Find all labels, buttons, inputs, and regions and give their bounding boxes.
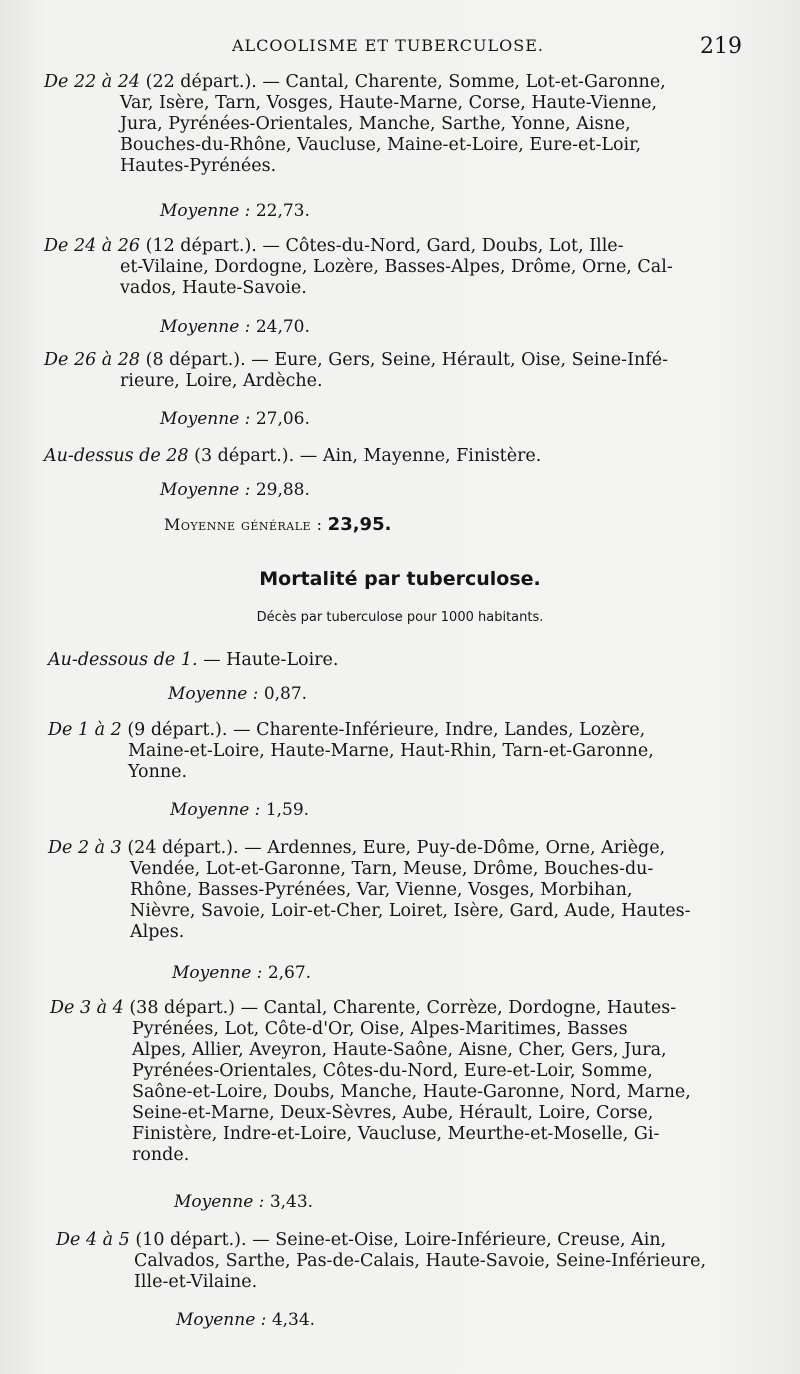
section-subtitle: Décès par tuberculose pour 1000 habitants. bbox=[256, 610, 544, 625]
tb-group-4-5: De 4 à 5 (10 départ.). — Seine-et-Oise, Loire-Inférieure, Creuse, Ain, Calvados, Sarthe, Pas-de-Calais, Haute-Savoie, Seine-Inférieure, Ille-et-Vilaine. bbox=[56, 1230, 707, 1292]
moyenne-above-28: Moyenne : 29,88. bbox=[160, 480, 310, 500]
moyenne-2-3: Moyenne : 2,67. bbox=[172, 963, 312, 983]
moyenne-4-5: Moyenne : 4,34. bbox=[176, 1310, 316, 1330]
tb-group-1-2: De 1 à 2 (9 départ.). — Charente-Inférieure, Indre, Landes, Lozère, Maine-et-Loire, Haute-Marne, Haut-Rhin, Tarn-et-Garonne, Yonne. bbox=[48, 720, 654, 782]
alcohol-group-26-28: De 26 à 28 (8 départ.). — Eure, Gers, Seine, Hérault, Oise, Seine-Infé- rieure, Loire, Ardèche. bbox=[44, 350, 668, 391]
alcohol-group-above-28: Au-dessus de 28 (3 départ.). — Ain, Mayenne, Finistère. bbox=[44, 446, 542, 466]
page-number: 219 bbox=[700, 34, 742, 59]
range-label: De 22 à 24 bbox=[44, 72, 141, 92]
section-title: Mortalité par tuberculose. bbox=[259, 568, 541, 590]
page-header bbox=[0, 36, 800, 66]
alcohol-group-24-26: De 24 à 26 (12 départ.). — Côtes-du-Nord, Gard, Doubs, Lot, Ille- et-Vilaine, Dordogne, Lozère, Basses-Alpes, Drôme, Orne, Cal- vados, Haute-Savoie. bbox=[44, 236, 673, 298]
running-title: ALCOOLISME ET TUBERCULOSE. bbox=[232, 36, 544, 55]
moyenne-3-4: Moyenne : 3,43. bbox=[174, 1192, 314, 1212]
alcohol-group-22-24: De 22 à 24 (22 départ.). — Cantal, Charente, Somme, Lot-et-Garonne, Var, Isère, Tarn, Vosges, Haute-Marne, Corse, Haute-Vienne, Jura, Pyrénées-Orientales, Manche, Sarthe, Yonne, Aisne, Bouches-du-Rhône, Vaucluse, Maine-et-Loire, Eure-et-Loir, Hautes-Pyrénées. bbox=[44, 72, 666, 176]
moyenne-below-1: Moyenne : 0,87. bbox=[168, 684, 308, 704]
moyenne-generale: Moyenne générale : 23,95. bbox=[164, 514, 392, 535]
tb-group-3-4: De 3 à 4 (38 départ.) — Cantal, Charente, Corrèze, Dordogne, Hautes- Pyrénées, Lot, Côte-d'Or, Oise, Alpes-Maritimes, Basses Alpes, Allier, Aveyron, Haute-Saône, Aisne, Cher, Gers, Jura, Pyrénées-Orientales, Côtes-du-Nord, Eure-et-Loir, Somme, Saône-et-Loire, Doubs, Manche, Haute-Garonne, Nord, Marne, Seine-et-Marne, Deux-Sèvres, Aube, Hérault, Loire, Corse, Finistère, Indre-et-Loire, Vaucluse, Meurthe-et-Moselle, Gi- ronde. bbox=[50, 998, 691, 1165]
moyenne-26-28: Moyenne : 27,06. bbox=[160, 409, 310, 429]
tb-group-2-3: De 2 à 3 (24 départ.). — Ardennes, Eure, Puy-de-Dôme, Orne, Ariège, Vendée, Lot-et-Garonne, Tarn, Meuse, Drôme, Bouches-du- Rhône, Basses-Pyrénées, Var, Vienne, Vosges, Morbihan, Nièvre, Savoie, Loir-et-Cher, Loiret, Isère, Gard, Aude, Hautes- Alpes. bbox=[48, 838, 691, 942]
tb-group-below-1: Au-dessous de 1. — Haute-Loire. bbox=[48, 650, 339, 670]
moyenne-22-24: Moyenne : 22,73. bbox=[160, 201, 310, 221]
moyenne-24-26: Moyenne : 24,70. bbox=[160, 317, 310, 337]
moyenne-1-2: Moyenne : 1,59. bbox=[170, 800, 310, 820]
